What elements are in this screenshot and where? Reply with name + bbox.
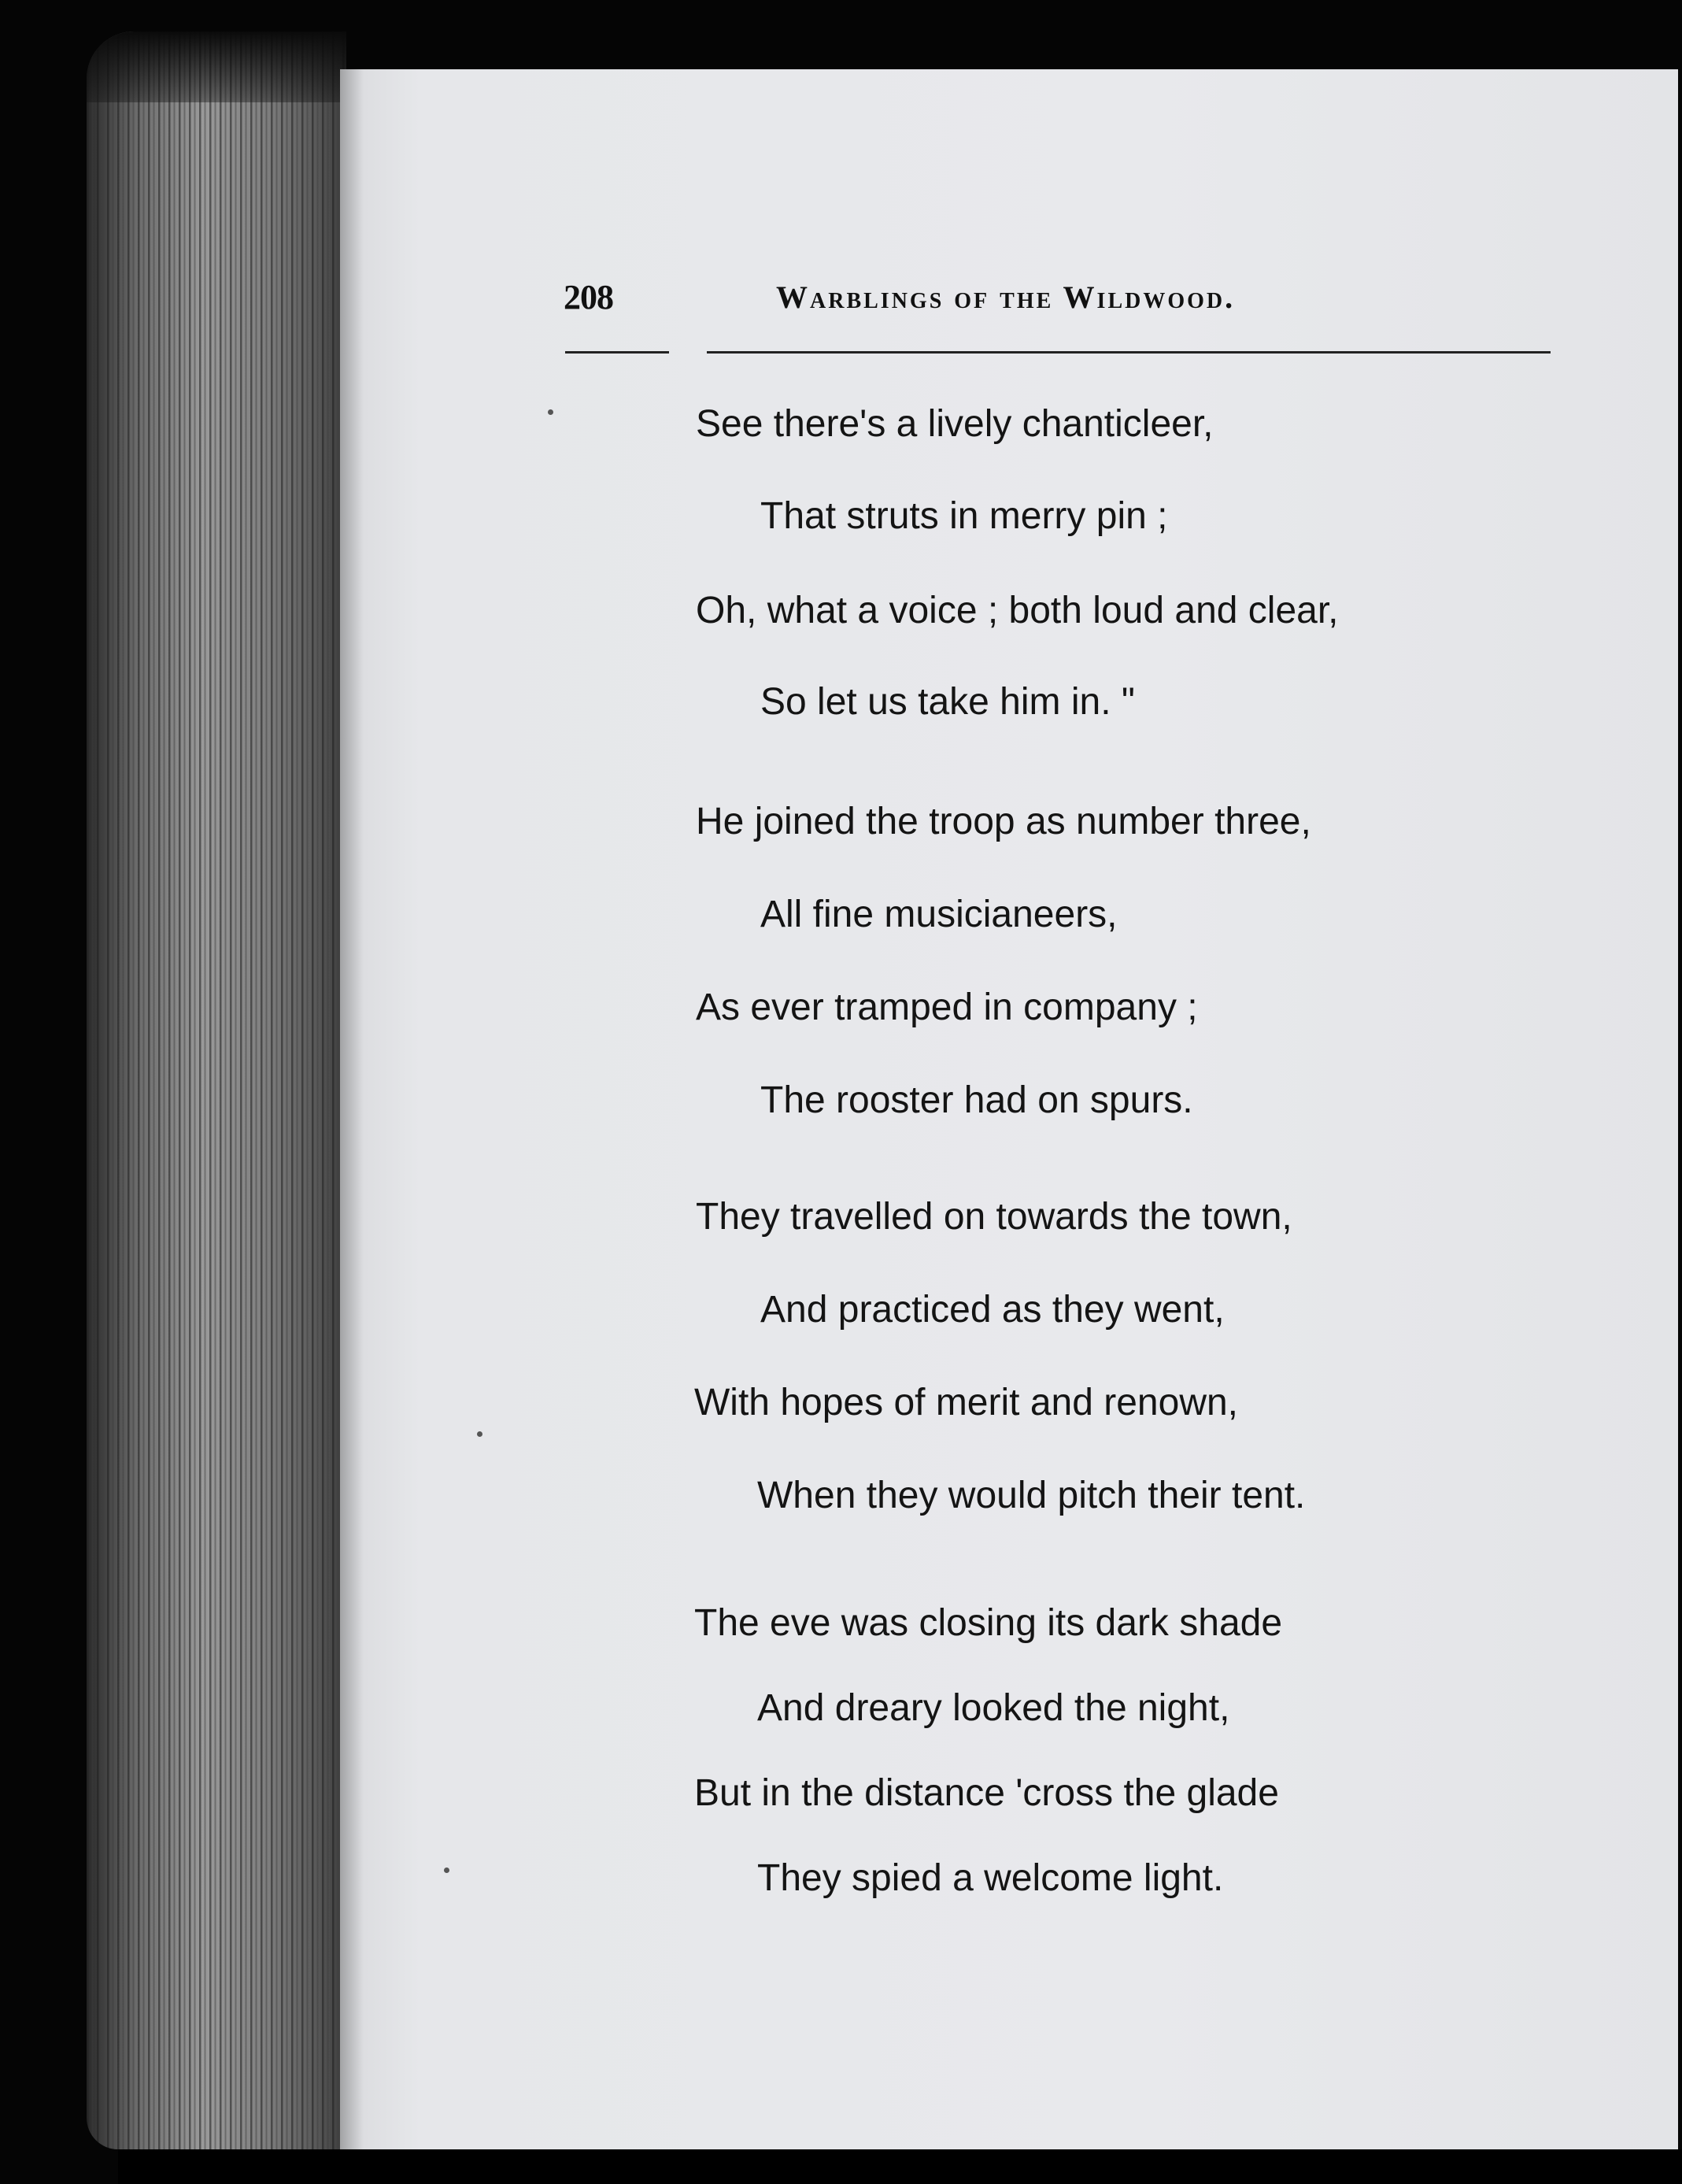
poem-line: That struts in merry pin ;: [760, 495, 1168, 537]
poem-line: The rooster had on spurs.: [760, 1079, 1193, 1121]
poem-line: He joined the troop as number three,: [696, 801, 1311, 842]
poem-line: As ever tramped in company ;: [696, 987, 1198, 1028]
poem-line: They spied a welcome light.: [757, 1857, 1224, 1899]
scan-speck: [444, 1868, 449, 1873]
poem-line: All fine musicianeers,: [760, 894, 1118, 935]
running-title: Warblings of the Wildwood.: [776, 279, 1236, 315]
poem-line: With hopes of merit and renown,: [694, 1382, 1239, 1423]
scan-speck: [477, 1431, 482, 1437]
poem-line: And dreary looked the night,: [757, 1687, 1230, 1729]
poem-line: And practiced as they went,: [760, 1289, 1225, 1331]
poem-line: They travelled on towards the town,: [696, 1196, 1292, 1238]
poem-line: When they would pitch their tent.: [757, 1475, 1306, 1516]
page-number: 208: [564, 278, 613, 316]
scan-speck: [548, 409, 553, 415]
poem-line: The eve was closing its dark shade: [694, 1602, 1283, 1644]
poem-line: But in the distance 'cross the glade: [694, 1772, 1279, 1814]
poem-line: So let us take him in. ": [760, 681, 1135, 723]
poem-line: Oh, what a voice ; both loud and clear,: [696, 590, 1339, 631]
poem-line: See there's a lively chanticleer,: [696, 403, 1214, 445]
